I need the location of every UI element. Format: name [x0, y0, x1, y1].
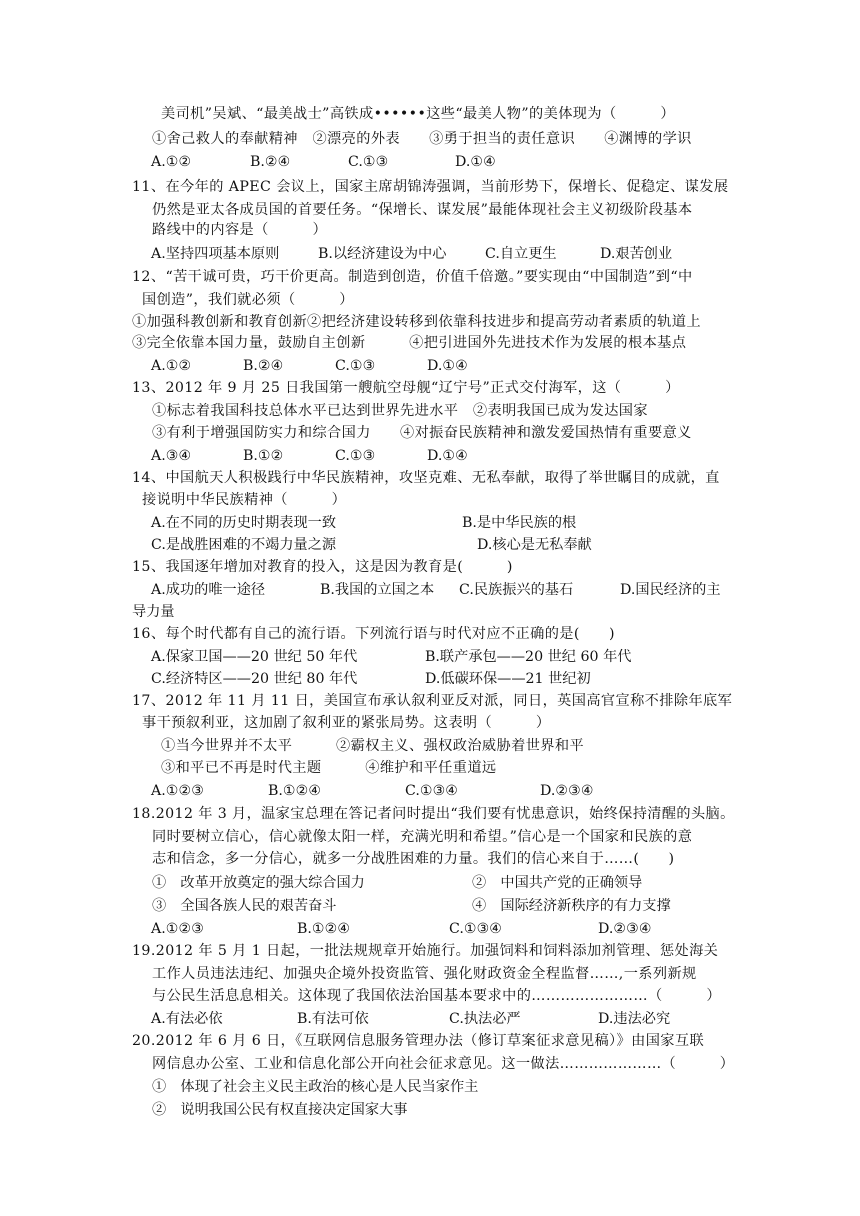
q20-item-1: ① 体现了社会主义民主政治的核心是人民当家作主 — [152, 1079, 479, 1095]
q18-stem-3: 志和信念，多一分信心，就多一分战胜困难的力量。我们的信心来自于……( ) — [152, 851, 675, 867]
q18-item-4: ④ 国际经济新秩序的有力支撑 — [472, 898, 671, 914]
q13-option-d: D.①④ — [427, 448, 468, 464]
q20-stem-2: 网信息办公室、工业和信息化部公开向社会征求意见。这一做法…………………（ ） — [152, 1056, 735, 1072]
q18-item-2: ② 中国共产党的正确领导 — [472, 875, 643, 891]
q11-stem-3: 路线中的内容是（ ） — [152, 222, 328, 238]
q12-option-a: A.①② — [151, 358, 192, 374]
q11-stem-2: 仍然是亚太各成员国的首要任务。“保增长、谋发展”最能体现社会主义初级阶段基本 — [152, 202, 693, 218]
q18-stem-1: 18.2012 年 3 月，温家宝总理在答记者问时提出“我们要有忧患意识，始终保持清醒的头脑。 — [132, 806, 735, 822]
q14-stem-1: 14、中国航天人积极践行中华民族精神，攻坚克难、无私奉献，取得了举世瞩目的成就，直 — [132, 470, 720, 486]
q10-option-b: B.②④ — [250, 154, 291, 170]
q16-stem: 16、每个时代都有自己的流行语。下列流行语与时代对应不正确的是( ) — [132, 626, 615, 642]
q12-items-1: ①加强科教创新和教育创新②把经济建设转移到依靠科技进步和提高劳动者素质的轨道上 — [132, 314, 701, 330]
q19-option-c: C.执法必严 — [449, 1011, 521, 1027]
q19-option-d: D.违法必究 — [598, 1011, 671, 1027]
q19-stem-1: 19.2012 年 5 月 1 日起，一批法规规章开始施行。加强饲料和饲料添加剂管理、惩处海关 — [132, 943, 719, 959]
q16-option-d: D.低碳环保——21 世纪初 — [425, 671, 591, 687]
q11-option-b: B.以经济建设为中心 — [318, 246, 447, 262]
q17-option-c: C.①③④ — [405, 783, 459, 799]
q10-option-c: C.①③ — [348, 154, 389, 170]
q14-option-c: C.是战胜困难的不竭力量之源 — [151, 537, 337, 553]
q11-option-a: A.坚持四项基本原则 — [151, 246, 280, 262]
q18-item-3: ③ 全国各族人民的艰苦奋斗 — [152, 898, 337, 914]
q14-stem-2: 接说明中华民族精神（ ） — [142, 492, 347, 508]
q10-option-a: A.①② — [151, 154, 192, 170]
q17-stem-2: 事干预叙利亚，这加剧了叙利亚的紧张局势。这表明（ ） — [142, 715, 551, 731]
q12-items-2: ③完全依靠本国力量，鼓励自主创新 ④把引进国外先进技术作为发展的根本基点 — [132, 335, 687, 351]
q20-stem-1: 20.2012 年 6 月 6 日，《互联网信息服务管理办法（修订草案征求意见稿）》由国家互联 — [132, 1033, 705, 1049]
q10-stem: 美司机”吴斌、“最美战士”高铁成••••••这些“最美人物”的美体现为（ ） — [161, 106, 675, 122]
q11-option-c: C.自立更生 — [485, 246, 557, 262]
q17-option-b: B.①②④ — [268, 783, 322, 799]
q15-option-d: D.国民经济的主 — [620, 582, 721, 598]
q10-option-d: D.①④ — [455, 154, 496, 170]
q19-option-a: A.有法必依 — [151, 1011, 223, 1027]
q16-option-a: A.保家卫国——20 世纪 50 年代 — [151, 649, 358, 665]
q13-option-b: B.①② — [243, 448, 284, 464]
q12-option-b: B.②④ — [243, 358, 284, 374]
q18-item-1: ① 改革开放奠定的强大综合国力 — [152, 875, 365, 891]
q15-option-c: C.民族振兴的基石 — [459, 582, 574, 598]
q13-option-a: A.③④ — [151, 448, 192, 464]
q15-option-a: A.成功的唯一途径 — [151, 582, 266, 598]
q17-option-a: A.①②③ — [151, 783, 204, 799]
q17-items-1: ①当今世界并不太平 ②霸权主义、强权政治威胁着世界和平 — [161, 738, 585, 754]
q11-option-d: D.艰苦创业 — [600, 246, 673, 262]
q18-option-c: C.①③④ — [449, 921, 503, 937]
q14-option-b: B.是中华民族的根 — [462, 515, 577, 531]
q13-option-c: C.①③ — [335, 448, 376, 464]
q13-stem: 13、2012 年 9 月 25 日我国第一艘航空母舰“辽宁号”正式交付海军，这（ ） — [132, 380, 680, 396]
q20-item-2: ② 说明我国公民有权直接决定国家大事 — [152, 1102, 408, 1118]
q14-option-d: D.核心是无私奉献 — [477, 537, 592, 553]
q18-option-a: A.①②③ — [151, 921, 204, 937]
q15-stem: 15、我国逐年增加对教育的投入，这是因为教育是( ) — [132, 559, 513, 575]
q12-stem-2: 国创造”，我们就必须（ ） — [142, 292, 354, 308]
q16-option-c: C.经济特区——20 世纪 80 年代 — [151, 671, 358, 687]
q14-option-a: A.在不同的历史时期表现一致 — [151, 515, 337, 531]
q19-stem-3: 与公民生活息息相关。这体现了我国依法治国基本要求中的……………………（ ） — [152, 988, 721, 1004]
q18-stem-2: 同时要树立信心，信心就像太阳一样，充满光明和希望。”信心是一个国家和民族的意 — [152, 829, 693, 845]
q15-option-d-wrap: 导力量 — [132, 604, 175, 620]
q15-option-b: B.我国的立国之本 — [320, 582, 435, 598]
q18-option-d: D.②③④ — [598, 921, 652, 937]
q17-option-d: D.②③④ — [540, 783, 594, 799]
q18-option-b: B.①②④ — [297, 921, 351, 937]
q11-stem-1: 11、在今年的 APEC 会议上，国家主席胡锦涛强调，当前形势下，保增长、促稳定、谋发展 — [132, 179, 729, 195]
q13-items-2: ③有利于增强国防实力和综合国力 ④对振奋民族精神和激发爱国热情有重要意义 — [152, 425, 692, 441]
q12-stem-1: 12、“苦干诚可贵，巧干价更高。制造到创造，价值千倍邀。”要实现由“中国制造”到“中 — [132, 269, 693, 285]
q17-items-2: ③和平已不再是时代主题 ④维护和平任重道远 — [161, 760, 497, 776]
q10-items: ①舍己救人的奉献精神 ②漂亮的外表 ③勇于担当的责任意识 ④渊博的学识 — [152, 131, 692, 147]
q12-option-c: C.①③ — [335, 358, 376, 374]
q16-option-b: B.联产承包——20 世纪 60 年代 — [425, 649, 632, 665]
q17-stem-1: 17、2012 年 11 月 11 日，美国宣布承认叙利亚反对派，同日，英国高官宣称不排除年底军 — [132, 693, 733, 709]
q19-option-b: B.有法可依 — [297, 1011, 369, 1027]
q13-items-1: ①标志着我国科技总体水平已达到世界先进水平 ②表明我国已成为发达国家 — [152, 403, 648, 419]
q12-option-d: D.①④ — [427, 358, 468, 374]
q19-stem-2: 工作人员违法违纪、加强央企境外投资监管、强化财政资金全程监督……,一系列新规 — [152, 966, 697, 982]
